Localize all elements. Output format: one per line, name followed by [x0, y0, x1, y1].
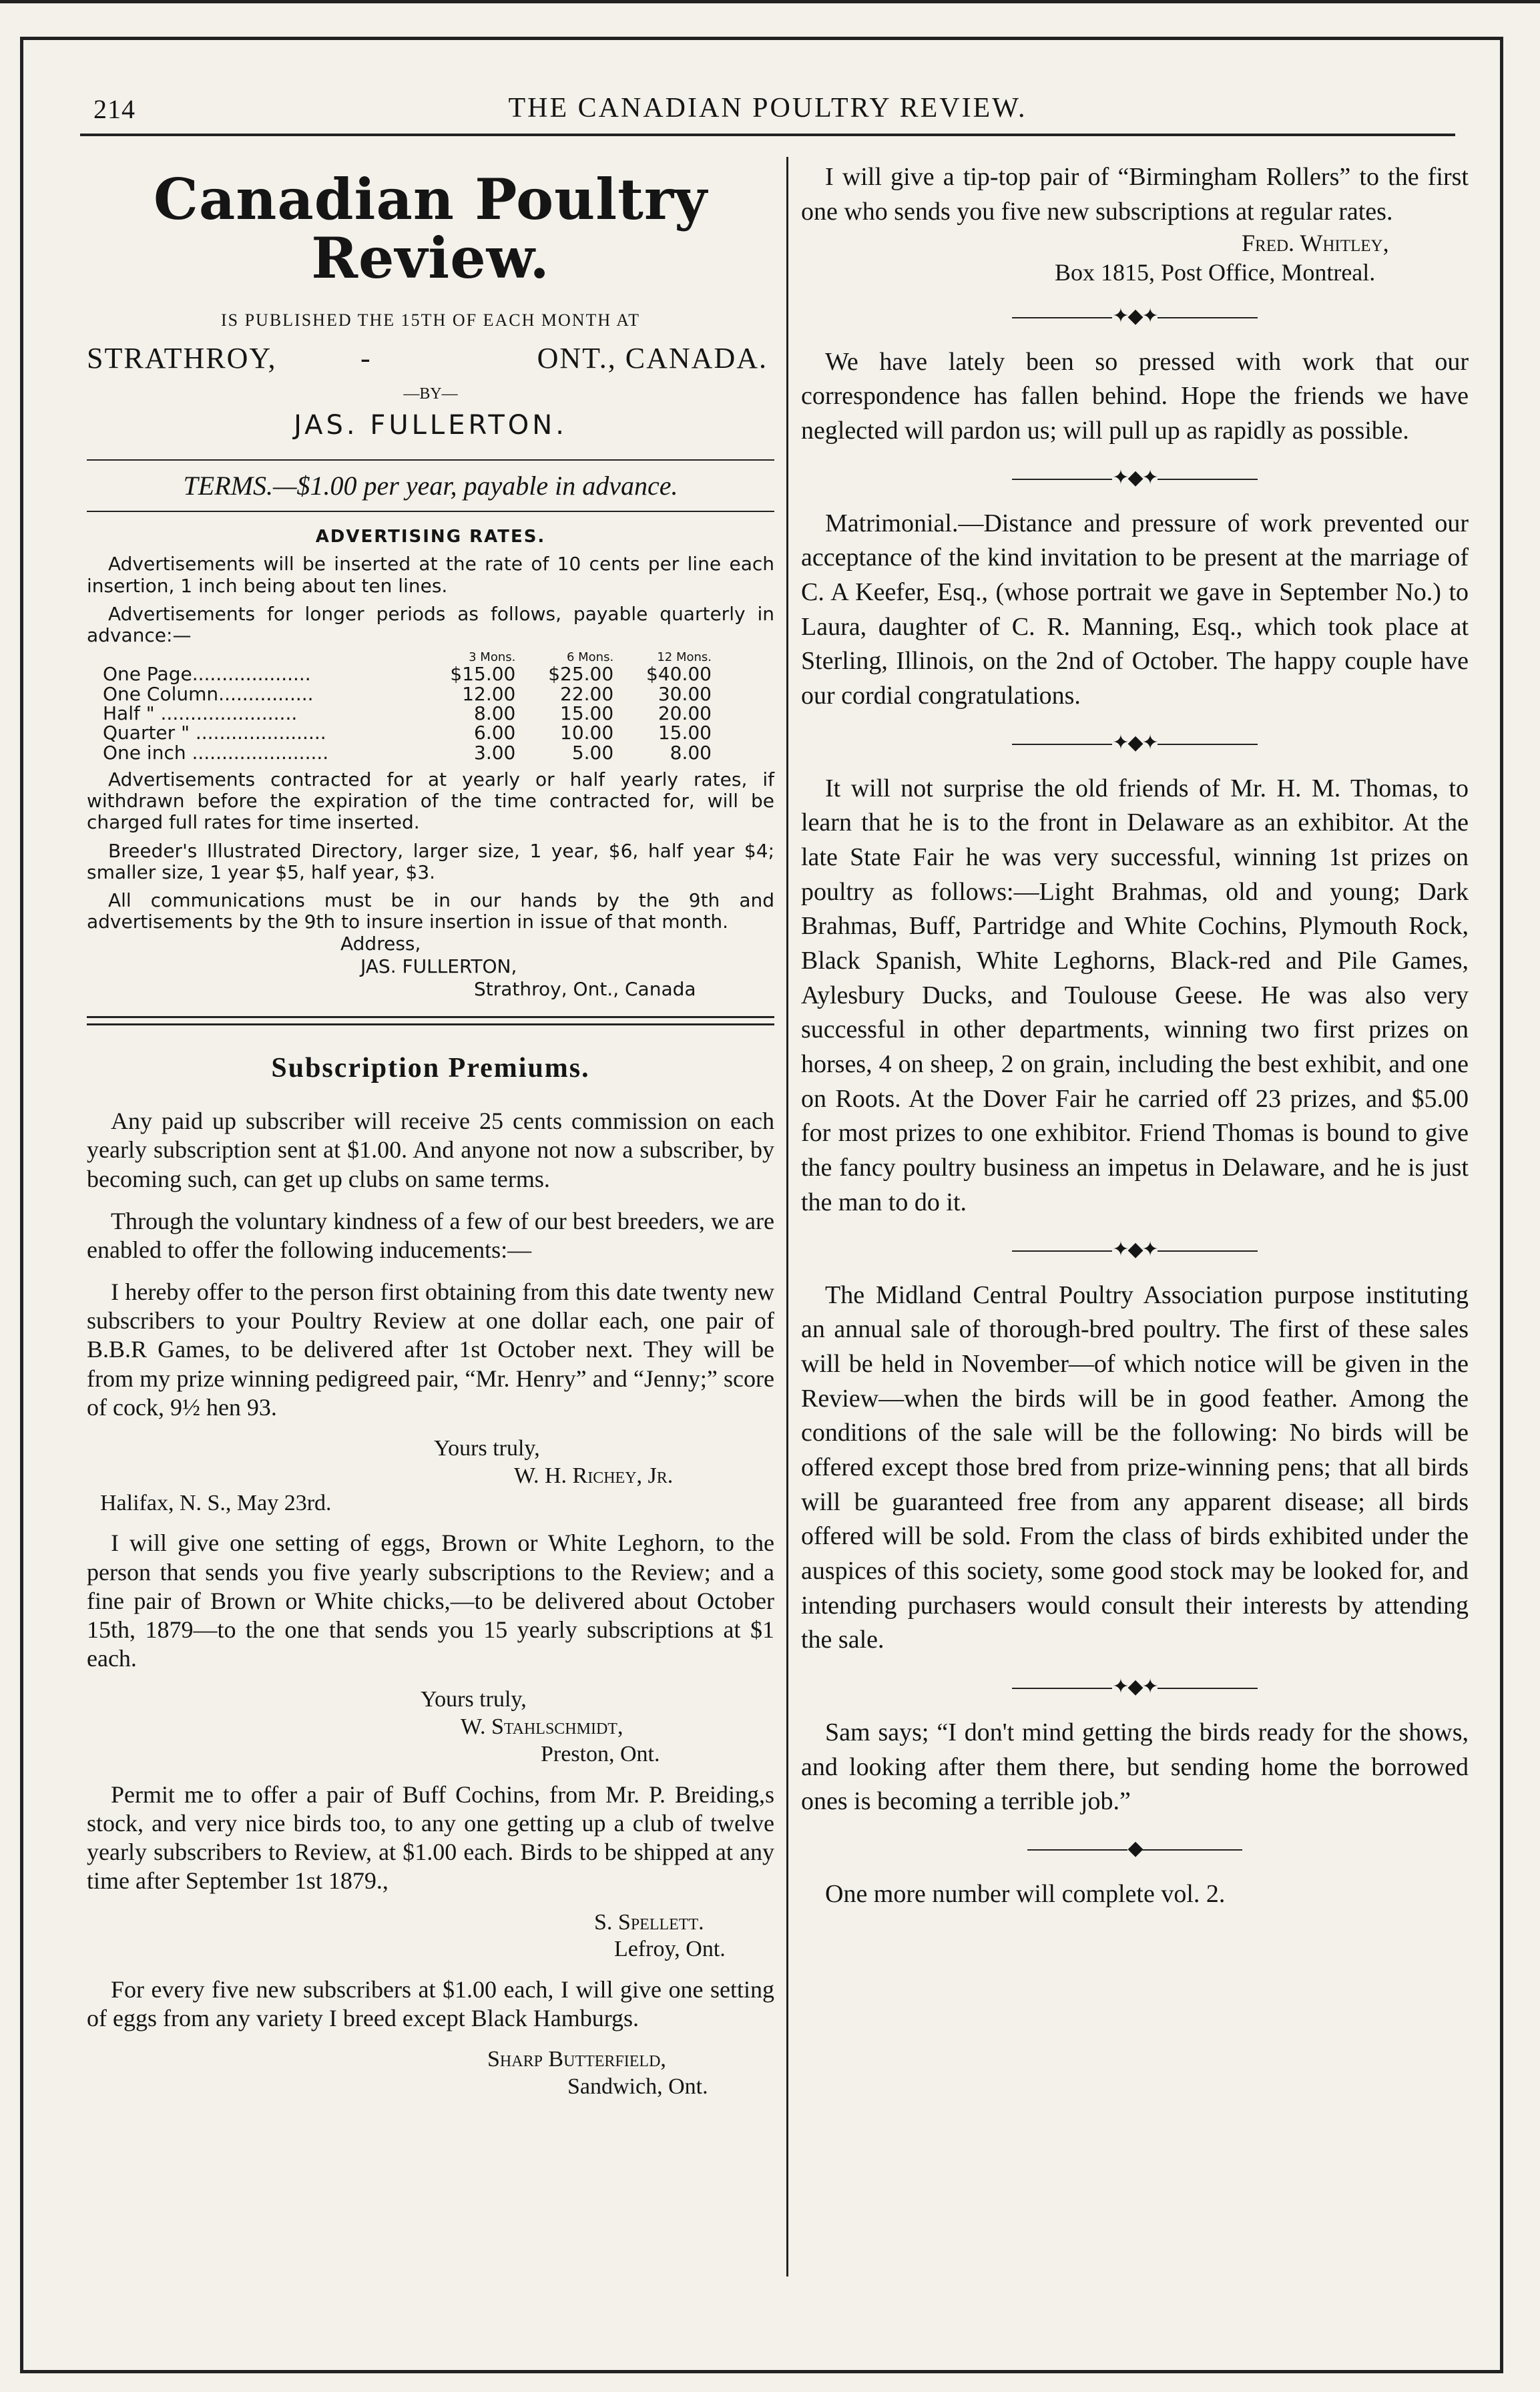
- signature-place: Halifax, N. S., May 23rd.: [100, 1490, 332, 1515]
- rates-table: [100, 650, 714, 762]
- premium-paragraph: Permit me to offer a pair of Buff Cochins, from Mr. P. Breiding,s stock, and very nice birds too, to any one getting up a club of twelve yearly subscribers to Review, at $1.00 each. Birds to be shipped at any time after September 1st 1879.,: [87, 1780, 774, 1895]
- ornament-divider: ✦◆✦: [801, 1238, 1469, 1261]
- address-name: JAS. FULLERTON,: [360, 955, 517, 977]
- editor-name: JAS. FULLERTON.: [294, 410, 567, 441]
- signature-place: Sandwich, Ont.: [567, 2074, 708, 2100]
- rates-col-header: 12 Mons.: [657, 650, 712, 665]
- ornament-divider: ✦◆✦: [801, 466, 1469, 489]
- rate-label: Quarter " ......................: [103, 722, 326, 744]
- signature-name: W. Stahlschmidt,: [461, 1714, 623, 1740]
- masthead-title: Canadian Poultry Review.: [154, 166, 708, 292]
- table-row: [100, 664, 714, 684]
- ornament-divider: ✦◆✦: [801, 731, 1469, 754]
- signature-place: Box 1815, Post Office, Montreal.: [1055, 258, 1376, 286]
- signature-name: Sharp Butterfield,: [487, 2047, 666, 2072]
- table-row: [100, 723, 714, 742]
- rate-value: 10.00: [560, 722, 614, 744]
- advertising-paragraph: All communications must be in our hands by the 9th and advertisements by the 9th to insure insertion in issue of that month.: [87, 889, 774, 933]
- article-paragraph: I will give a tip-top pair of “Birmingham Rollers” to the first one who sends you five new subscriptions at regular rates.: [801, 163, 1469, 226]
- rate-value: 8.00: [670, 741, 712, 764]
- article-paragraph: The Midland Central Poultry Association purpose instituting an annual sale of thorough-bred poultry. The first of these sales will be held in November—of which notice will be given in the Review—when the birds will be in good feather. Among the conditions of the sale will be the following: No birds will be offered except those bred from prize-winning pens; that all birds will be guaranteed free from any apparent disease; all birds offered will be sold. From the class of birds exhibited under the auspices of this society, some good stock may be looked for, and intending purchasers would consult their interests by attending the sale.: [801, 1280, 1469, 1654]
- publication-notice: IS PUBLISHED THE 15TH OF EACH MONTH AT: [220, 310, 641, 330]
- rate-value: $40.00: [646, 663, 712, 686]
- place-dash: -: [360, 342, 372, 375]
- rate-value: $15.00: [450, 663, 516, 686]
- rate-value: 22.00: [560, 682, 614, 705]
- article-paragraph: Matrimonial.—Distance and pressure of work prevented our acceptance of the kind invitation to be present at the marriage of C. A Keefer, Esq., (whose portrait we gave in September No.) to Laura, daughter of C. R. Manning, Esq., which took place at Sterling, Illinois, on the 2nd of October. The happy couple have our cordial congratulations.: [801, 509, 1469, 710]
- table-row: [100, 704, 714, 723]
- address-place: Strathroy, Ont., Canada: [474, 977, 696, 1000]
- rate-value: 30.00: [658, 682, 712, 705]
- rate-value: 6.00: [474, 722, 516, 744]
- advertising-paragraph: Advertisements for longer periods as follows, payable quarterly in advance:—: [87, 602, 774, 646]
- terms-line: TERMS.—$1.00 per year, payable in advance.: [87, 459, 774, 512]
- signature-place: Preston, Ont.: [541, 1741, 660, 1766]
- signature-name: W. H. Richey, Jr.: [514, 1463, 674, 1488]
- rates-header-row: [100, 650, 714, 664]
- premium-paragraph: Through the voluntary kindness of a few of our best breeders, we are enabled to offer the following inducements:—: [87, 1207, 774, 1263]
- article-paragraph: It will not surprise the old friends of Mr. H. M. Thomas, to learn that he is to the front in Delaware as an exhibitor. At the late State Fair he was very successful, winning 1st prizes on poultry as follows:—Light Brahmas, old and young; Dark Brahmas, Buff, Partridge and White Cochins, Plymouth Rock, Black Spanish, White Leghorns, Black-red and Pile Games, Aylesbury Ducks, and Toulouse Geese. He was also very successful in other departments, winning two first prizes on horses, 4 on sheep, 2 on grain, including the best exhibit, and one on Roots. At the Dover Fair he carried off 23 prizes, and $5.00 for most prizes to one exhibitor. Friend Thomas is bound to give the fancy poultry business an impetus in Delaware, and he is just the man to do it.: [801, 774, 1469, 1216]
- signature-place: Lefroy, Ont.: [614, 1937, 726, 1962]
- left-column: [87, 157, 774, 2101]
- section-double-rule: [87, 1016, 774, 1025]
- premium-paragraph: I will give one setting of eggs, Brown or White Leghorn, to the person that sends you five yearly subscriptions to the Review; and a fine pair of Brown or White chicks,—to be delivered about October 15th, 1879—to the one that sends you 15 yearly subscriptions at $1 each.: [87, 1529, 774, 1672]
- signature-closing: Yours truly,: [421, 1687, 527, 1712]
- address-label: Address,: [340, 933, 421, 955]
- premiums-heading: Subscription Premiums.: [271, 1053, 590, 1084]
- advertising-paragraph: Advertisements contracted for at yearly or half yearly rates, if withdrawn before the expiration of the time contracted for, will be charged full rates for time inserted.: [87, 768, 774, 834]
- rate-value: 12.00: [462, 682, 516, 705]
- place-line: [87, 341, 774, 379]
- rate-label: One Column................: [103, 682, 314, 705]
- top-edge-rule: [0, 0, 1540, 3]
- rate-value: $25.00: [548, 663, 614, 686]
- rate-value: 5.00: [571, 741, 614, 764]
- article-paragraph: One more number will complete vol. 2.: [825, 1879, 1226, 1908]
- advertising-paragraph: Advertisements will be inserted at the rate of 10 cents per line each insertion, 1 inch being about ten lines.: [87, 553, 774, 597]
- rate-label: One inch .......................: [103, 741, 329, 764]
- rate-label: Half " .......................: [103, 702, 298, 724]
- signature-name: Fred. Whitley,: [1242, 230, 1389, 257]
- ornament-divider: ◆: [801, 1837, 1469, 1860]
- article-paragraph: Sam says; “I don't mind getting the birds ready for the shows, and looking after them there, but sending home the borrowed ones is becoming a terrible job.”: [801, 1718, 1469, 1816]
- page-number: 214: [93, 94, 136, 124]
- signature-closing: Yours truly,: [434, 1436, 540, 1461]
- rate-value: 20.00: [658, 702, 712, 724]
- rates-col-header: 6 Mons.: [566, 650, 614, 665]
- premium-paragraph: For every five new subscribers at $1.00 each, I will give one setting of eggs from any variety I breed except Black Hamburgs.: [87, 1976, 774, 2032]
- rate-value: 3.00: [474, 741, 516, 764]
- rate-label: One Page....................: [103, 663, 311, 686]
- premium-paragraph: Any paid up subscriber will receive 25 cents commission on each yearly subscription sent at $1.00. And anyone not now a subscriber, by becoming such, can get up clubs on same terms.: [87, 1108, 774, 1192]
- article-paragraph: We have lately been so pressed with work that our correspondence has fallen behind. Hope the friends we have neglected will pardon us; will pull up as rapidly as possible.: [801, 347, 1469, 445]
- rates-col-header: 3 Mons.: [469, 650, 516, 665]
- ornament-divider: ✦◆✦: [801, 1675, 1469, 1698]
- by-line: —BY—: [403, 385, 458, 403]
- premium-paragraph: I hereby offer to the person first obtaining from this date twenty new subscribers to your Poultry Review at one dollar each, one pair of B.B.R Games, to be delivered after 1st October next. They will be from my prize winning pedigreed pair, “Mr. Henry” and “Jenny;” score of cock, 9½ hen 93.: [87, 1278, 774, 1421]
- table-row: [100, 684, 714, 704]
- right-column: [801, 160, 1469, 1912]
- place-province: ONT., CANADA.: [537, 342, 768, 375]
- place-town: STRATHROY,: [87, 342, 277, 375]
- signature-name: S. Spellett.: [594, 1909, 704, 1935]
- advertising-heading: ADVERTISING RATES.: [315, 527, 546, 547]
- running-head: [80, 87, 1455, 136]
- rate-value: 8.00: [474, 702, 516, 724]
- running-title: THE CANADIAN POULTRY REVIEW.: [508, 93, 1027, 124]
- ornament-divider: ✦◆✦: [801, 304, 1469, 328]
- table-row: [100, 743, 714, 762]
- advertising-paragraph: Breeder's Illustrated Directory, larger size, 1 year, $6, half year $4; smaller size, 1 year $5, half year, $3.: [87, 839, 774, 883]
- rate-value: 15.00: [658, 722, 712, 744]
- column-divider: [786, 157, 788, 2277]
- rate-value: 15.00: [560, 702, 614, 724]
